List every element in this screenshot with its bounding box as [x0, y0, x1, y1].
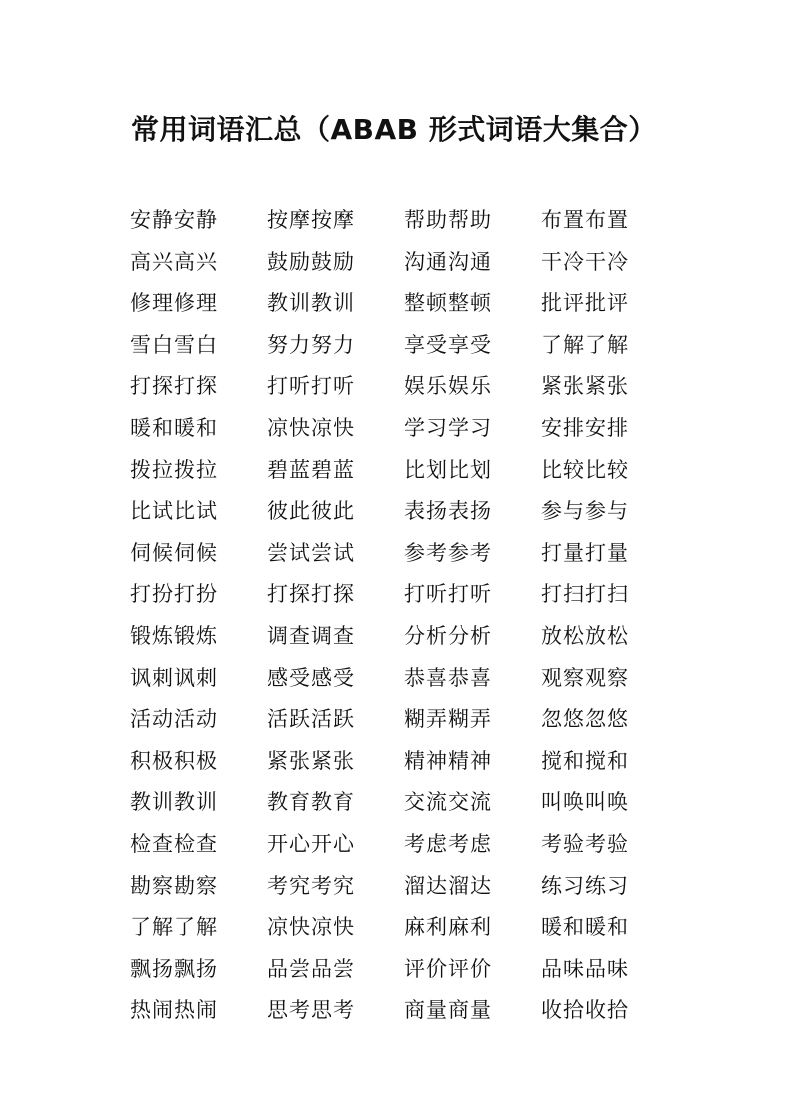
word-cell: 麻利麻利 — [404, 915, 492, 940]
word-cell: 安静安静 — [130, 208, 218, 232]
word-cell: 打扫打扫 — [541, 582, 629, 607]
word-cell: 考虑考虑 — [404, 831, 492, 856]
word-cell: 打听打听 — [267, 374, 355, 399]
word-cell: 沟通沟通 — [404, 249, 492, 274]
word-cell: 帮助帮助 — [404, 208, 492, 232]
word-cell: 比较比较 — [541, 457, 629, 482]
word-cell: 溜达溜达 — [404, 873, 492, 898]
page-title: 常用词语汇总（ABAB 形式词语大集合） — [131, 113, 657, 146]
word-cell: 感受感受 — [267, 665, 355, 690]
word-cell: 勘察勘察 — [130, 873, 218, 898]
word-cell: 交流交流 — [404, 790, 492, 815]
word-cell: 表扬表扬 — [404, 499, 492, 524]
word-cell: 凉快凉快 — [267, 415, 355, 440]
word-cell: 考验考验 — [541, 831, 629, 856]
word-cell: 打探打探 — [267, 582, 355, 607]
word-cell: 暖和暖和 — [541, 915, 629, 940]
word-cell: 伺候伺候 — [130, 540, 218, 565]
word-cell: 凉快凉快 — [267, 915, 355, 940]
word-cell: 干冷干冷 — [541, 249, 629, 274]
word-cell: 糊弄糊弄 — [404, 707, 492, 732]
word-cell: 了解了解 — [541, 332, 629, 357]
word-cell: 积极积极 — [130, 748, 218, 773]
word-cell: 彼此彼此 — [267, 499, 355, 524]
word-cell: 飘扬飘扬 — [130, 956, 218, 981]
word-cell: 教育教育 — [267, 790, 355, 815]
word-cell: 品尝品尝 — [267, 956, 355, 981]
word-cell: 锻炼锻炼 — [130, 623, 218, 648]
word-cell: 学习学习 — [404, 415, 492, 440]
word-cell: 讽刺讽刺 — [130, 665, 218, 690]
word-cell: 暖和暖和 — [130, 415, 218, 440]
word-cell: 打扮打扮 — [130, 582, 218, 607]
word-cell: 叫唤叫唤 — [541, 790, 629, 815]
word-cell: 打听打听 — [404, 582, 492, 607]
word-cell: 评价评价 — [404, 956, 492, 981]
word-cell: 修理修理 — [130, 291, 218, 316]
word-cell: 调查调查 — [267, 623, 355, 648]
word-cell: 分析分析 — [404, 623, 492, 648]
word-cell: 参与参与 — [541, 499, 629, 524]
word-cell: 了解了解 — [130, 915, 218, 940]
word-cell: 品味品味 — [541, 956, 629, 981]
word-cell: 考究考究 — [267, 873, 355, 898]
word-cell: 收拾收拾 — [541, 998, 629, 1023]
word-cell: 布置布置 — [541, 208, 629, 232]
word-cell: 安排安排 — [541, 415, 629, 440]
word-cell: 努力努力 — [267, 332, 355, 357]
word-cell: 精神精神 — [404, 748, 492, 773]
word-cell: 碧蓝碧蓝 — [267, 457, 355, 482]
word-cell: 教训教训 — [267, 291, 355, 316]
word-cell: 整顿整顿 — [404, 291, 492, 316]
word-cell: 忽悠忽悠 — [541, 707, 629, 732]
word-cell: 观察观察 — [541, 665, 629, 690]
word-cell: 放松放松 — [541, 623, 629, 648]
word-cell: 比划比划 — [404, 457, 492, 482]
word-cell: 思考思考 — [267, 998, 355, 1023]
word-cell: 打探打探 — [130, 374, 218, 399]
word-cell: 恭喜恭喜 — [404, 665, 492, 690]
word-cell: 娱乐娱乐 — [404, 374, 492, 399]
word-cell: 享受享受 — [404, 332, 492, 357]
word-cell: 打量打量 — [541, 540, 629, 565]
word-cell: 拨拉拨拉 — [130, 457, 218, 482]
word-cell: 活跃活跃 — [267, 707, 355, 732]
word-cell: 雪白雪白 — [130, 332, 218, 357]
word-cell: 参考参考 — [404, 540, 492, 565]
word-cell: 活动活动 — [130, 707, 218, 732]
word-cell: 热闹热闹 — [130, 998, 218, 1023]
word-cell: 鼓励鼓励 — [267, 249, 355, 274]
word-cell: 检查检查 — [130, 831, 218, 856]
word-cell: 开心开心 — [267, 831, 355, 856]
word-cell: 练习练习 — [541, 873, 629, 898]
word-grid — [130, 200, 678, 1032]
word-cell: 批评批评 — [541, 291, 629, 316]
word-cell: 搅和搅和 — [541, 748, 629, 773]
word-cell: 教训教训 — [130, 790, 218, 815]
word-cell: 商量商量 — [404, 998, 492, 1023]
word-cell: 比试比试 — [130, 499, 218, 524]
word-cell: 紧张紧张 — [267, 748, 355, 773]
word-cell: 紧张紧张 — [541, 374, 629, 399]
word-cell: 高兴高兴 — [130, 249, 218, 274]
word-cell: 尝试尝试 — [267, 540, 355, 565]
word-cell: 按摩按摩 — [267, 208, 355, 232]
